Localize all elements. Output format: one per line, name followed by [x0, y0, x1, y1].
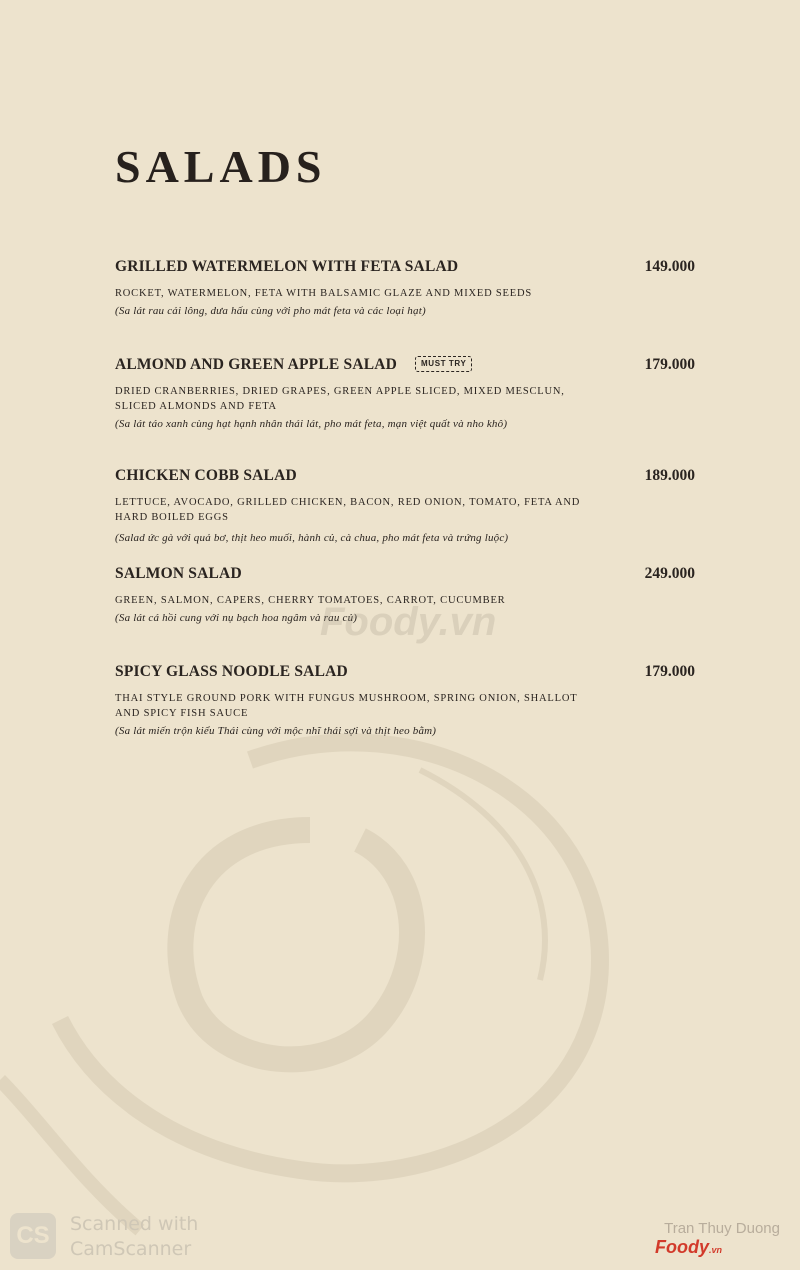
item-vietnamese-description: (Salad ức gà với quả bơ, thịt heo muối, hành củ, cà chua, pho mát feta và trứng luộc) — [115, 532, 509, 544]
item-vietnamese-description: (Sa lát táo xanh cùng hạt hạnh nhân thái lát, pho mát feta, mạn việt quất và nho khô) — [115, 418, 508, 430]
item-description: DRIED CRANBERRIES, DRIED GRAPES, GREEN APPLE SLICED, MIXED MESCLUN, SLICED ALMONDS AND FETA — [115, 386, 565, 412]
item-vietnamese-description: (Sa lát rau cải lông, dưa hấu cùng với pho mát feta và các loại hạt) — [115, 305, 426, 317]
item-name: ALMOND AND GREEN APPLE SALAD — [115, 356, 398, 373]
menu-item — [115, 467, 695, 546]
item-description: ROCKET, WATERMELON, FETA WITH BALSAMIC GLAZE AND MIXED SEEDS — [115, 288, 532, 299]
item-vietnamese-description: (Sa lát miến trộn kiểu Thái cùng với mộc nhĩ thái sợi và thịt heo bằm) — [115, 725, 437, 737]
menu-item — [115, 663, 695, 739]
menu-item — [115, 356, 695, 432]
item-name: GRILLED WATERMELON WITH FETA SALAD — [115, 258, 459, 275]
item-price: 149.000 — [644, 258, 695, 275]
cs-line2: CamScanner — [70, 1238, 192, 1260]
item-name: SPICY GLASS NOODLE SALAD — [115, 663, 348, 680]
menu-item — [115, 258, 695, 319]
item-description: THAI STYLE GROUND PORK WITH FUNGUS MUSHROOM, SPRING ONION, SHALLOT AND SPICY FISH SAUCE — [115, 693, 578, 719]
must-try-badge: MUST TRY — [415, 356, 472, 372]
foody-watermark: Foody.vn — [320, 600, 497, 644]
foody-suffix: .vn — [709, 1245, 723, 1255]
foody-brand: Foody — [655, 1237, 709, 1257]
item-description: LETTUCE, AVOCADO, GRILLED CHICKEN, BACON, RED ONION, TOMATO, FETA AND HARD BOILED EGGS — [115, 497, 581, 523]
page-title: SALADS — [115, 141, 327, 192]
item-price: 249.000 — [644, 565, 695, 582]
item-price: 189.000 — [644, 467, 695, 484]
item-price: 179.000 — [644, 663, 695, 680]
camscanner-logo-icon: CS — [10, 1213, 56, 1259]
item-description: GREEN, SALMON, CAPERS, CHERRY TOMATOES, CARROT, CUCUMBER — [115, 595, 506, 606]
foody-logo — [655, 1237, 722, 1258]
camscanner-watermark — [70, 1212, 198, 1262]
author-credit: Tran Thuy Duong — [664, 1220, 780, 1237]
item-name: CHICKEN COBB SALAD — [115, 467, 297, 484]
item-vietnamese-description: (Sa lát cá hồi cung với nụ bạch hoa ngâm và rau củ) — [115, 612, 358, 624]
item-price: 179.000 — [644, 356, 695, 373]
cs-line1: Scanned with — [70, 1213, 199, 1235]
item-name: SALMON SALAD — [115, 565, 242, 582]
